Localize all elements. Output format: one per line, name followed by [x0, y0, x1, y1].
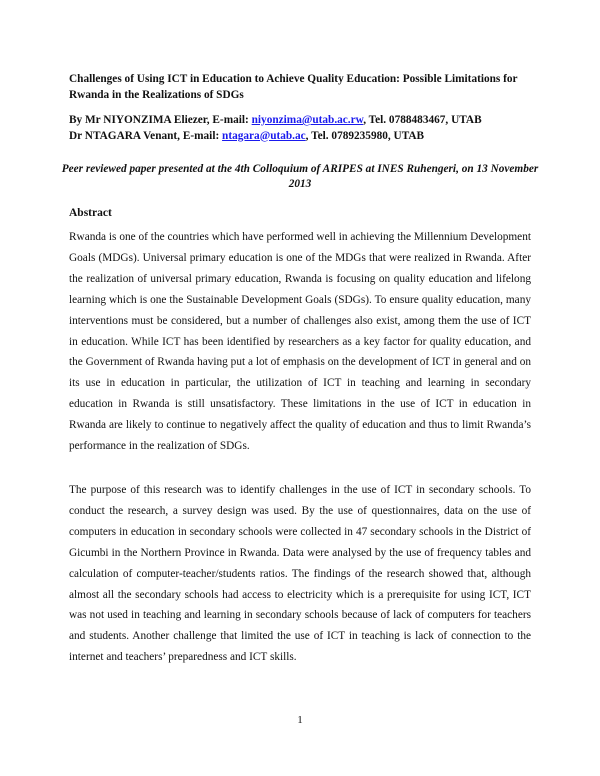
author-2-email-link[interactable]: ntagara@utab.ac [222, 129, 306, 142]
abstract-paragraph-1: Rwanda is one of the countries which have performed well in achieving the Millennium Development Goals (MDGs). Universal primary education is one of the MDGs that were realized in Rwanda. After the realization of universal primary education, Rwanda is focusing on quality education and lifelong learning which is one the Sustainable Development Goals (SDGs). To ensure quality education, many interventions must be considered, but a number of challenges also exist, among them the use of ICT in education. While ICT has been identified by researchers as a key factor for quality education, and the Government of Rwanda having put a lot of emphasis on the development of ICT in general and on its use in education in particular, the utilization of ICT in teaching and learning in secondary education in Rwanda is still unsatisfactory. These limitations in the use of ICT in education in Rwanda are likely to continue to negatively affect the quality of education and thus to limit Rwanda’s performance in the realization of SDGs. [69, 231, 531, 453]
abstract-heading: Abstract [69, 207, 112, 219]
author-line-2 [69, 129, 549, 145]
page-number: 1 [297, 714, 303, 726]
author-1-name: By Mr NIYONZIMA Eliezer, E-mail: [69, 114, 252, 126]
peer-review-note: Peer reviewed paper presented at the 4th Colloquium of ARIPES at INES Ruhengeri, on 13 November 2013 [61, 163, 539, 190]
author-1-email-link[interactable]: niyonzima@utab.ac.rw [251, 114, 364, 126]
author-2-name: Dr NTAGARA Venant, E-mail: [69, 129, 223, 142]
author-1-contact: , Tel. 0788483467, UTAB [363, 114, 482, 126]
author-block [69, 113, 549, 144]
paper-title: Challenges of Using ICT in Education to Achieve Quality Education: Possible Limitations for Rwanda in the Realizations of SDGs [69, 73, 518, 101]
abstract-paragraph-2: The purpose of this research was to identify challenges in the use of ICT in secondary schools. To conduct the research, a survey design was used. By the use of questionnaires, data on the use of computers in education in secondary schools were collected in 47 secondary schools in the District of Gicumbi in the Northern Province in Rwanda. Data were analysed by the use of frequency tables and calculation of computer-teacher/students ratios. The findings of the research showed that, although almost all the secondary schools had access to electricity which is a prerequisite for using ICT, ICT was not used in teaching and learning in secondary schools because of lack of computers for teachers and students. Another challenge that limited the use of ICT in teaching is lack of connection to the internet and teachers’ preparedness and ICT skills. [69, 484, 531, 664]
author-2-contact: , Tel. 0789235980, UTAB [305, 129, 425, 142]
author-line-1 [69, 113, 549, 129]
